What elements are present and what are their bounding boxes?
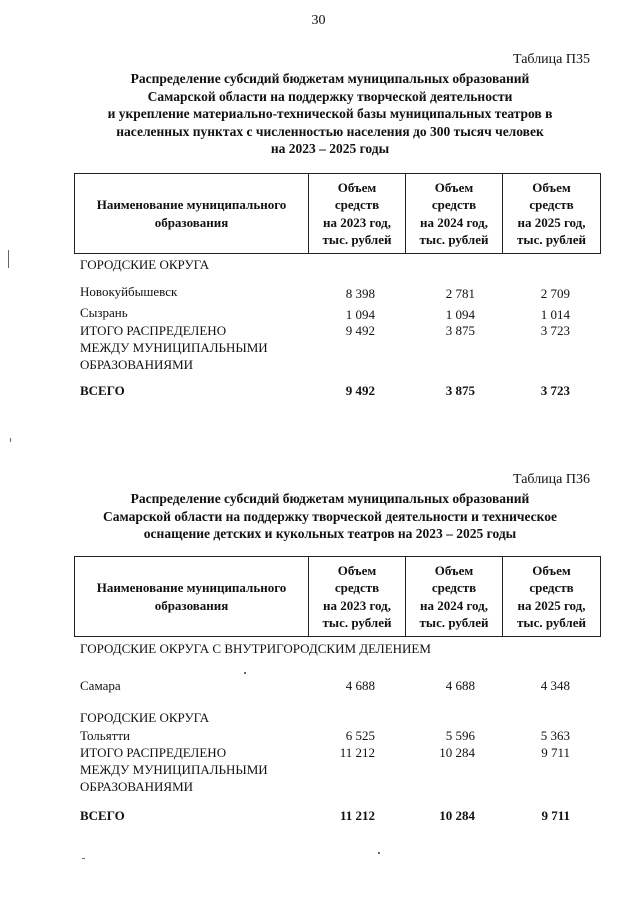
table36-caption: Таблица П36 bbox=[513, 472, 590, 487]
value-2024: 5 596 bbox=[445, 728, 475, 743]
itogo-2024: 10 284 bbox=[439, 745, 475, 760]
total-2024: 3 875 bbox=[445, 383, 475, 398]
total-2023: 11 212 bbox=[339, 808, 375, 823]
header-2023-column: Объем средств на 2023 год, тыс. рублей bbox=[309, 174, 406, 254]
table36-title bbox=[60, 490, 600, 543]
total-label: ВСЕГО bbox=[80, 383, 125, 398]
table36-title-line: Самарской области на поддержку творческой деятельности и техническое bbox=[102, 508, 558, 524]
value-2025: 5 363 bbox=[540, 728, 570, 743]
row-name: Самара bbox=[80, 678, 121, 693]
group-label: ГОРОДСКИЕ ОКРУГА С ВНУТРИГОРОДСКИМ ДЕЛЕНИЕМ bbox=[80, 641, 431, 656]
group-label: ГОРОДСКИЕ ОКРУГА bbox=[80, 257, 210, 272]
table35-title-line: на 2023 – 2025 годы bbox=[270, 141, 390, 156]
value-2024: 1 094 bbox=[445, 307, 475, 322]
value-2023: 1 094 bbox=[345, 307, 375, 322]
table35-header bbox=[74, 173, 601, 254]
itogo-2023: 11 212 bbox=[339, 745, 375, 760]
row-name: Новокуйбышевск bbox=[80, 284, 178, 299]
value-2024: 2 781 bbox=[445, 286, 475, 301]
header-name-column: Наименование муниципального образования bbox=[75, 557, 309, 637]
table35-title-line: Самарской области на поддержку творческой деятельности bbox=[147, 88, 513, 104]
total-label: ВСЕГО bbox=[80, 808, 125, 823]
total-2025: 3 723 bbox=[540, 383, 570, 398]
table35-title-line: и укрепление материально-технической базы муниципальных театров в bbox=[107, 106, 553, 121]
header-2023-column: Объем средств на 2023 год, тыс. рублей bbox=[309, 557, 406, 637]
scan-mark bbox=[378, 852, 380, 854]
itogo-label: ИТОГО РАСПРЕДЕЛЕНО МЕЖДУ МУНИЦИПАЛЬНЫМИ ОБРАЗОВАНИЯМИ bbox=[80, 745, 268, 794]
value-2025: 1 014 bbox=[540, 307, 570, 322]
table35-title-line: населенных пунктах с численностью населения до 300 тысяч человек bbox=[116, 123, 544, 139]
table35-title bbox=[60, 70, 600, 158]
total-2024: 10 284 bbox=[439, 808, 475, 823]
value-2024: 4 688 bbox=[445, 678, 475, 693]
itogo-2025: 3 723 bbox=[540, 323, 570, 338]
itogo-2023: 9 492 bbox=[345, 323, 375, 338]
table36-title-line: Распределение субсидий бюджетам муниципальных образований bbox=[130, 491, 530, 506]
group-label: ГОРОДСКИЕ ОКРУГА bbox=[80, 710, 210, 725]
header-2025-column: Объем средств на 2025 год, тыс. рублей bbox=[503, 174, 601, 254]
total-2025: 9 711 bbox=[541, 808, 570, 823]
itogo-label: ИТОГО РАСПРЕДЕЛЕНО МЕЖДУ МУНИЦИПАЛЬНЫМИ ОБРАЗОВАНИЯМИ bbox=[80, 323, 268, 372]
row-name: Сызрань bbox=[80, 305, 128, 320]
row-name: Тольятти bbox=[80, 728, 131, 743]
table35-title-line: Распределение субсидий бюджетам муниципальных образований bbox=[130, 71, 530, 86]
value-2023: 4 688 bbox=[345, 678, 375, 693]
value-2023: 6 525 bbox=[345, 728, 375, 743]
scan-mark bbox=[8, 250, 9, 268]
table36-title-line: оснащение детских и кукольных театров на 2023 – 2025 годы bbox=[143, 526, 517, 541]
value-2025: 2 709 bbox=[540, 286, 570, 301]
scan-mark bbox=[82, 858, 85, 859]
header-2024-column: Объем средств на 2024 год, тыс. рублей bbox=[406, 174, 503, 254]
itogo-2025: 9 711 bbox=[541, 745, 570, 760]
header-name-column: Наименование муниципального образования bbox=[75, 174, 309, 254]
table35-caption: Таблица П35 bbox=[513, 52, 590, 67]
total-2023: 9 492 bbox=[345, 383, 375, 398]
itogo-2024: 3 875 bbox=[445, 323, 475, 338]
header-2024-column: Объем средств на 2024 год, тыс. рублей bbox=[406, 557, 503, 637]
page-number: 30 bbox=[311, 13, 326, 28]
table36-header bbox=[74, 556, 601, 637]
value-2025: 4 348 bbox=[540, 678, 570, 693]
scan-mark bbox=[10, 438, 11, 442]
value-2023: 8 398 bbox=[345, 286, 375, 301]
header-2025-column: Объем средств на 2025 год, тыс. рублей bbox=[503, 557, 601, 637]
scan-mark bbox=[244, 672, 246, 674]
